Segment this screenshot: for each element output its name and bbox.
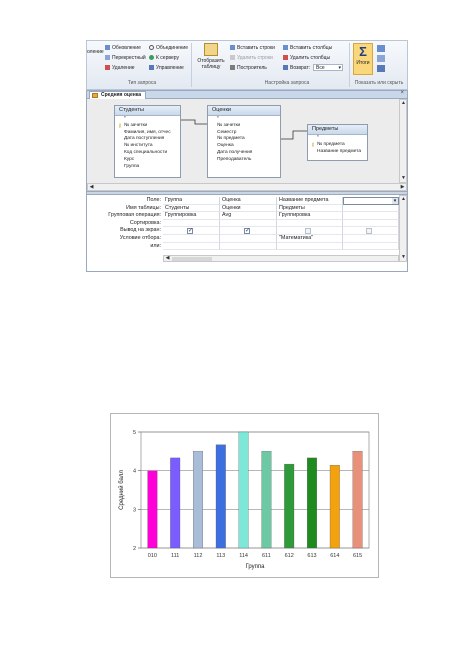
bar [307, 458, 317, 548]
crosstab-icon [105, 55, 110, 60]
field-item[interactable]: № института [124, 143, 153, 149]
grid-table-cell[interactable]: Оценки [220, 205, 277, 213]
grid-total-cell[interactable]: Группировка [163, 212, 220, 220]
grid-sort-cell[interactable] [343, 220, 399, 228]
field-item[interactable]: Фамилия, имя, отчес [124, 129, 171, 135]
bar [148, 471, 158, 548]
grid-show-cell[interactable] [163, 227, 220, 235]
return-icon [283, 65, 288, 70]
delete-columns-icon [283, 55, 288, 60]
row-label-show: Вывод на экран: [120, 227, 161, 234]
delete-rows-icon [230, 55, 235, 60]
ribbon-separator [191, 43, 192, 87]
crosstab-query-button[interactable]: Перекрестный [105, 55, 146, 61]
grid-field-cell[interactable]: Название предмета [277, 197, 343, 205]
field-item[interactable]: Группа [124, 163, 140, 169]
show-checkbox[interactable] [305, 228, 311, 234]
grid-sort-cell[interactable] [277, 220, 343, 228]
bar [216, 445, 226, 548]
scroll-thumb[interactable] [172, 257, 212, 261]
document-tab-bar [87, 91, 407, 99]
grid-criteria-cell[interactable] [343, 235, 399, 243]
server-query-button[interactable]: К серверу [149, 55, 179, 61]
x-tick-label: 113 [216, 553, 226, 559]
grid-sort-cell[interactable] [163, 220, 220, 228]
grid-total-cell[interactable] [343, 212, 399, 220]
field-item[interactable]: Оценка [217, 143, 234, 149]
update-query-button[interactable]: Обновление [105, 45, 141, 51]
table-subjects[interactable] [307, 124, 368, 161]
query-icon [92, 93, 98, 98]
globe-icon [149, 55, 154, 60]
row-label-total: Групповая операция: [108, 212, 161, 219]
y-tick-label: 4 [132, 468, 136, 475]
scroll-down-icon[interactable]: ▼ [401, 254, 406, 260]
bar [284, 464, 294, 548]
field-item[interactable]: Дата поступления [124, 136, 165, 142]
x-tick-label: 613 [307, 553, 317, 559]
grid-sort-cell[interactable] [220, 220, 277, 228]
grid-total-cell[interactable]: Группировка [277, 212, 343, 220]
field-item[interactable]: Название предмета [317, 148, 362, 154]
chevron-down-icon[interactable]: ▾ [393, 198, 397, 204]
ribbon-partial-button[interactable]: оление [87, 49, 104, 55]
union-icon [149, 45, 154, 50]
bar [170, 458, 180, 548]
scroll-left-icon[interactable]: ◀ [165, 255, 170, 261]
query-designer-window [86, 90, 408, 272]
field-item[interactable]: Код специальности [124, 149, 168, 155]
show-checkbox[interactable] [366, 228, 372, 234]
x-tick-label: 615 [353, 553, 363, 559]
wand-icon [230, 65, 235, 70]
row-label-table: Имя таблицы: [126, 204, 161, 211]
x-tick-label: 114 [239, 553, 248, 559]
scroll-right-icon[interactable]: ▶ [400, 184, 405, 190]
y-axis-label: Средний балл [119, 470, 125, 510]
field-item[interactable]: Семестр [217, 129, 237, 135]
key-icon: ⚷ [118, 122, 122, 129]
grid-show-cell[interactable] [343, 227, 399, 235]
delete-columns-button[interactable]: Удалить столбцы [283, 55, 330, 61]
union-query-button[interactable]: Объединение [149, 45, 188, 51]
grid-table-cell[interactable]: Предметы [277, 205, 343, 213]
show-checkbox[interactable]: ✓ [188, 228, 194, 235]
x-tick-label: 611 [262, 553, 271, 559]
parameters-icon[interactable] [377, 45, 385, 52]
x-tick-label: 010 [147, 553, 157, 559]
table-title[interactable]: Студенты [115, 106, 180, 116]
grid-field-cell[interactable]: Оценка [220, 197, 277, 205]
key-icon: ⚷ [311, 141, 315, 148]
update-icon [105, 45, 110, 50]
field-item[interactable]: № зачетки [217, 122, 241, 128]
grid-criteria-cell[interactable]: "Математика" [277, 235, 343, 243]
table-students[interactable] [114, 105, 181, 178]
chevron-down-icon: ▾ [338, 65, 341, 71]
scroll-up-icon[interactable]: ▲ [401, 100, 406, 106]
show-checkbox[interactable]: ✓ [245, 228, 251, 235]
return-label: Возврат: [283, 65, 310, 71]
x-axis-label: Группа [245, 564, 265, 570]
manage-icon [149, 65, 154, 70]
grid-total-cell[interactable]: Avg [220, 212, 277, 220]
row-label-field: Поле: [146, 197, 161, 203]
relationship-line-grades-subjects [281, 131, 307, 139]
field-item[interactable]: Курс [124, 156, 135, 162]
grid-field-cell[interactable]: Группа [163, 197, 220, 205]
ribbon [86, 40, 408, 90]
field-item[interactable]: Преподаватель [217, 156, 252, 162]
row-label-criteria: Условие отбора: [119, 235, 161, 241]
grid-show-cell[interactable] [277, 227, 343, 235]
return-select[interactable]: Все ▾ [313, 64, 343, 71]
sigma-icon: Σ [359, 44, 367, 59]
field-item[interactable]: ⚷ № зачетки [118, 122, 148, 129]
table-names-icon[interactable] [377, 65, 385, 72]
show-table-button[interactable]: Отобразить таблицу [195, 43, 227, 70]
insert-columns-button[interactable]: Вставить столбцы [283, 45, 332, 51]
bar [353, 451, 363, 548]
scroll-down-icon[interactable]: ▼ [401, 175, 406, 181]
grid-vertical-scrollbar[interactable] [399, 195, 407, 262]
insert-columns-icon [283, 45, 288, 50]
field-item[interactable]: Дата получения [217, 149, 253, 155]
bar [262, 451, 272, 548]
x-tick-label: 614 [330, 553, 340, 559]
show-table-icon [204, 43, 218, 56]
grid-field-cell[interactable] [343, 197, 399, 205]
field-item[interactable]: * [124, 116, 126, 121]
query-design-grid [87, 195, 407, 271]
field-item[interactable]: № предмета [217, 136, 245, 142]
insert-rows-icon [230, 45, 235, 50]
row-label-sort: Сортировка: [129, 219, 161, 226]
grid-horizontal-scrollbar[interactable] [163, 255, 399, 262]
builder-button[interactable]: Построитель [230, 65, 267, 71]
delete-rows-button[interactable]: Удалить строки [230, 55, 273, 61]
grid-or-cell[interactable] [343, 243, 399, 251]
scroll-left-icon[interactable]: ◀ [89, 184, 94, 190]
diagram-horizontal-scrollbar[interactable] [87, 183, 407, 191]
row-label-or: или: [150, 242, 161, 249]
totals-button[interactable]: Σ Итоги [353, 43, 373, 75]
bar [330, 465, 340, 548]
delete-icon [105, 65, 110, 70]
x-tick-label: 612 [284, 553, 294, 559]
group-label-show-hide: Показать или скрыть [354, 80, 404, 86]
property-sheet-icon[interactable] [377, 55, 385, 62]
y-tick-label: 3 [132, 507, 136, 514]
table-title[interactable]: Предметы [308, 125, 367, 135]
insert-rows-button[interactable]: Вставить строки [230, 45, 275, 51]
grid-table-cell[interactable] [343, 205, 399, 213]
group-label-query-setup: Настройка запроса [264, 80, 310, 86]
table-title[interactable]: Оценки [208, 106, 280, 116]
field-item[interactable]: * [217, 116, 219, 121]
relationship-line-students-grades [181, 120, 207, 124]
close-icon[interactable]: × [400, 90, 404, 96]
grid-or-cell[interactable] [220, 243, 277, 251]
table-grades[interactable] [207, 105, 281, 178]
scroll-up-icon[interactable]: ▲ [401, 196, 406, 202]
chart-svg [111, 414, 378, 577]
group-label-query-type: Тип запроса [127, 80, 157, 86]
y-tick-label: 2 [132, 546, 136, 552]
bar [239, 432, 249, 548]
field-item[interactable]: ⚷ № предмета [311, 141, 345, 148]
table-diagram-pane [87, 99, 407, 191]
x-tick-label: 111 [171, 553, 180, 559]
grid-criteria-cell[interactable] [220, 235, 277, 243]
tab-query[interactable]: Средняя оценка [89, 91, 146, 99]
grid-table-cell[interactable]: Студенты [163, 205, 220, 213]
average-grade-chart [110, 413, 379, 578]
grid-criteria-cell[interactable] [163, 235, 220, 243]
delete-query-button[interactable]: Удаление [105, 65, 135, 71]
y-tick-label: 5 [132, 430, 136, 436]
grid-show-cell[interactable] [220, 227, 277, 235]
grid-or-cell[interactable] [277, 243, 343, 251]
x-tick-label: 112 [193, 553, 203, 559]
field-item[interactable]: * [317, 135, 319, 140]
bar [193, 451, 203, 548]
grid-or-cell[interactable] [163, 243, 220, 251]
manage-button[interactable]: Управление [149, 65, 184, 71]
diagram-vertical-scrollbar[interactable] [399, 99, 407, 183]
